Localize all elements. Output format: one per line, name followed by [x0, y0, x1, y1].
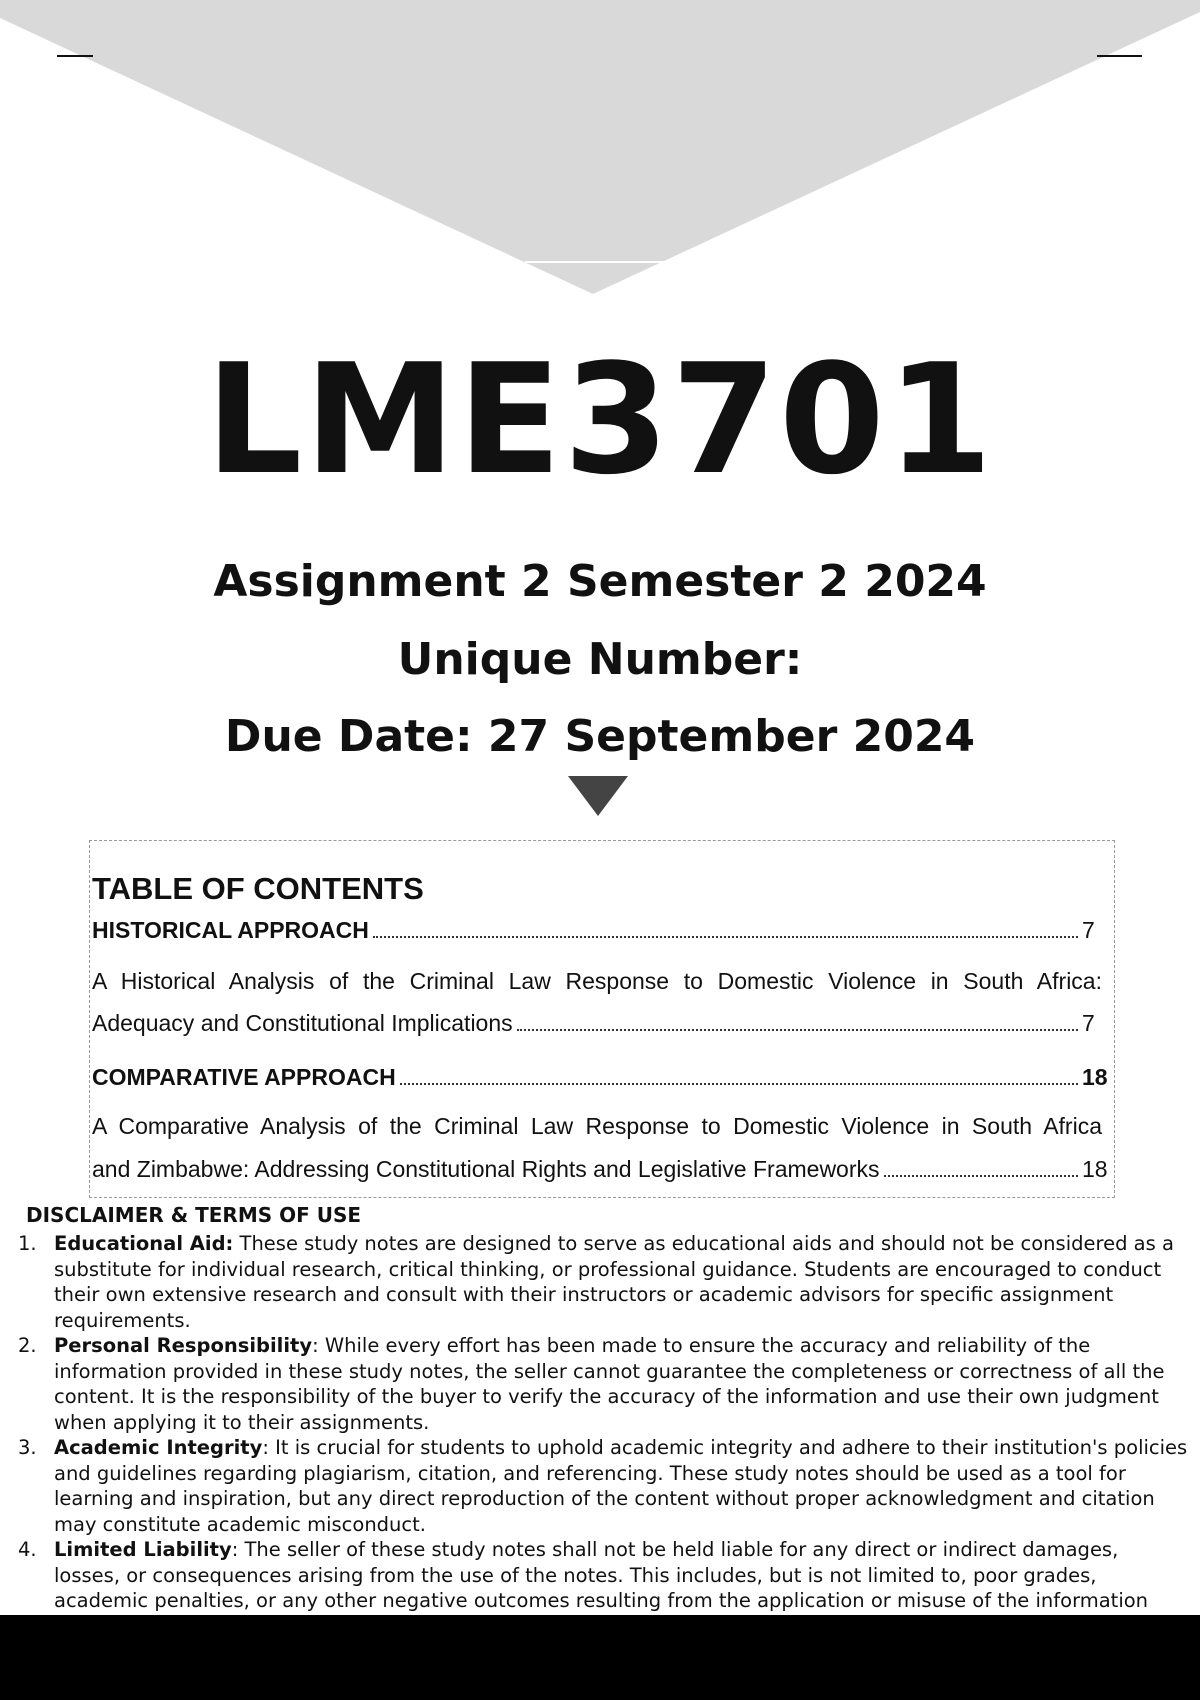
toc-entry-page: 7	[1082, 917, 1095, 943]
toc-entry-line: A Comparative Analysis of the Criminal Law Response to Domestic Violence in South Africa	[92, 1113, 1102, 1139]
toc-entry-label: HISTORICAL APPROACH	[92, 917, 369, 943]
disclaimer-item-number: 1.	[18, 1232, 37, 1255]
disclaimer-item-number: 2.	[18, 1334, 37, 1357]
disclaimer-item-title: Academic Integrity	[54, 1436, 263, 1459]
toc-entry-continued[interactable]	[92, 1009, 1102, 1037]
disclaimer-heading: DISCLAIMER & TERMS OF USE	[26, 1203, 362, 1227]
due-date-label: Due Date: 27 September 2024	[224, 711, 976, 762]
disclaimer-item-number: 3.	[18, 1436, 37, 1459]
disclaimer-item-title: Personal Responsibility	[54, 1334, 313, 1357]
disclaimer-item-text: : It is crucial for students to uphold academic integrity and adhere to their institution's policies and guidelines regarding plagiarism, citation, and referencing. These study notes should be used as a tool for learning and inspiration, but any direct reproduction of the content without proper acknowledgment and citation may constitute academic misconduct.	[54, 1436, 1188, 1536]
table-of-contents-box	[89, 840, 1115, 1198]
toc-entry-page: 7	[1082, 1010, 1095, 1036]
toc-entry-line: and Zimbabwe: Addressing Constitutional Rights and Legislative Frameworks	[92, 1156, 880, 1182]
disclaimer-item-title: Limited Liability	[54, 1538, 232, 1561]
toc-entry-continued[interactable]	[92, 1155, 1108, 1183]
toc-entry[interactable]	[92, 1063, 1108, 1091]
toc-heading: TABLE OF CONTENTS	[92, 871, 424, 906]
toc-leader-dots	[400, 1083, 1078, 1085]
toc-entry-line: Adequacy and Constitutional Implications	[92, 1010, 513, 1036]
header-chevron-banner	[0, 0, 1200, 300]
toc-entry-page: 18	[1082, 1064, 1108, 1090]
toc-entry-line: A Historical Analysis of the Criminal Law Response to Domestic Violence in South Africa:	[92, 968, 1102, 994]
toc-entry[interactable]	[92, 967, 1102, 995]
toc-entry[interactable]	[92, 1112, 1102, 1140]
disclaimer-item-text: These study notes are designed to serve as educational aids and should not be considered as a substitute for individual research, critical thinking, or professional guidance. Students are encouraged to conduct their own extensive research and consult with their instructors or academic advisors for specific assignment requirements.	[54, 1232, 1174, 1332]
toc-leader-dots	[517, 1029, 1078, 1031]
toc-leader-dots	[373, 936, 1078, 938]
disclaimer-item-text: : The seller of these study notes shall not be held liable for any direct or indirect damages, losses, or consequences arising from the use of the notes. This includes, but is not limited to, poor grades, academic penalties, or any other negative outcomes resulting from the application or misuse of the information	[54, 1538, 1149, 1613]
toc-entry[interactable]	[92, 916, 1102, 944]
toc-entry-page: 18	[1082, 1156, 1108, 1182]
toc-leader-dots	[884, 1175, 1078, 1177]
course-code-title: LME3701	[205, 331, 995, 508]
toc-entry-label: COMPARATIVE APPROACH	[92, 1064, 396, 1090]
unique-number-label: Unique Number:	[397, 634, 803, 685]
disclaimer-item-number: 4.	[18, 1538, 37, 1561]
disclaimer-item-title: Educational Aid:	[54, 1232, 234, 1255]
footer-black-bar	[0, 1615, 1200, 1700]
down-arrow-icon	[568, 776, 628, 816]
assignment-subtitle: Assignment 2 Semester 2 2024	[213, 556, 987, 607]
disclaimer-item-text: : While every effort has been made to ensure the accuracy and reliability of the information provided in these study notes, the seller cannot guarantee the completeness or correctness of all the content. It is the responsibility of the buyer to verify the accuracy of the information and use their own judgment when applying it to their assignments.	[54, 1334, 1165, 1434]
